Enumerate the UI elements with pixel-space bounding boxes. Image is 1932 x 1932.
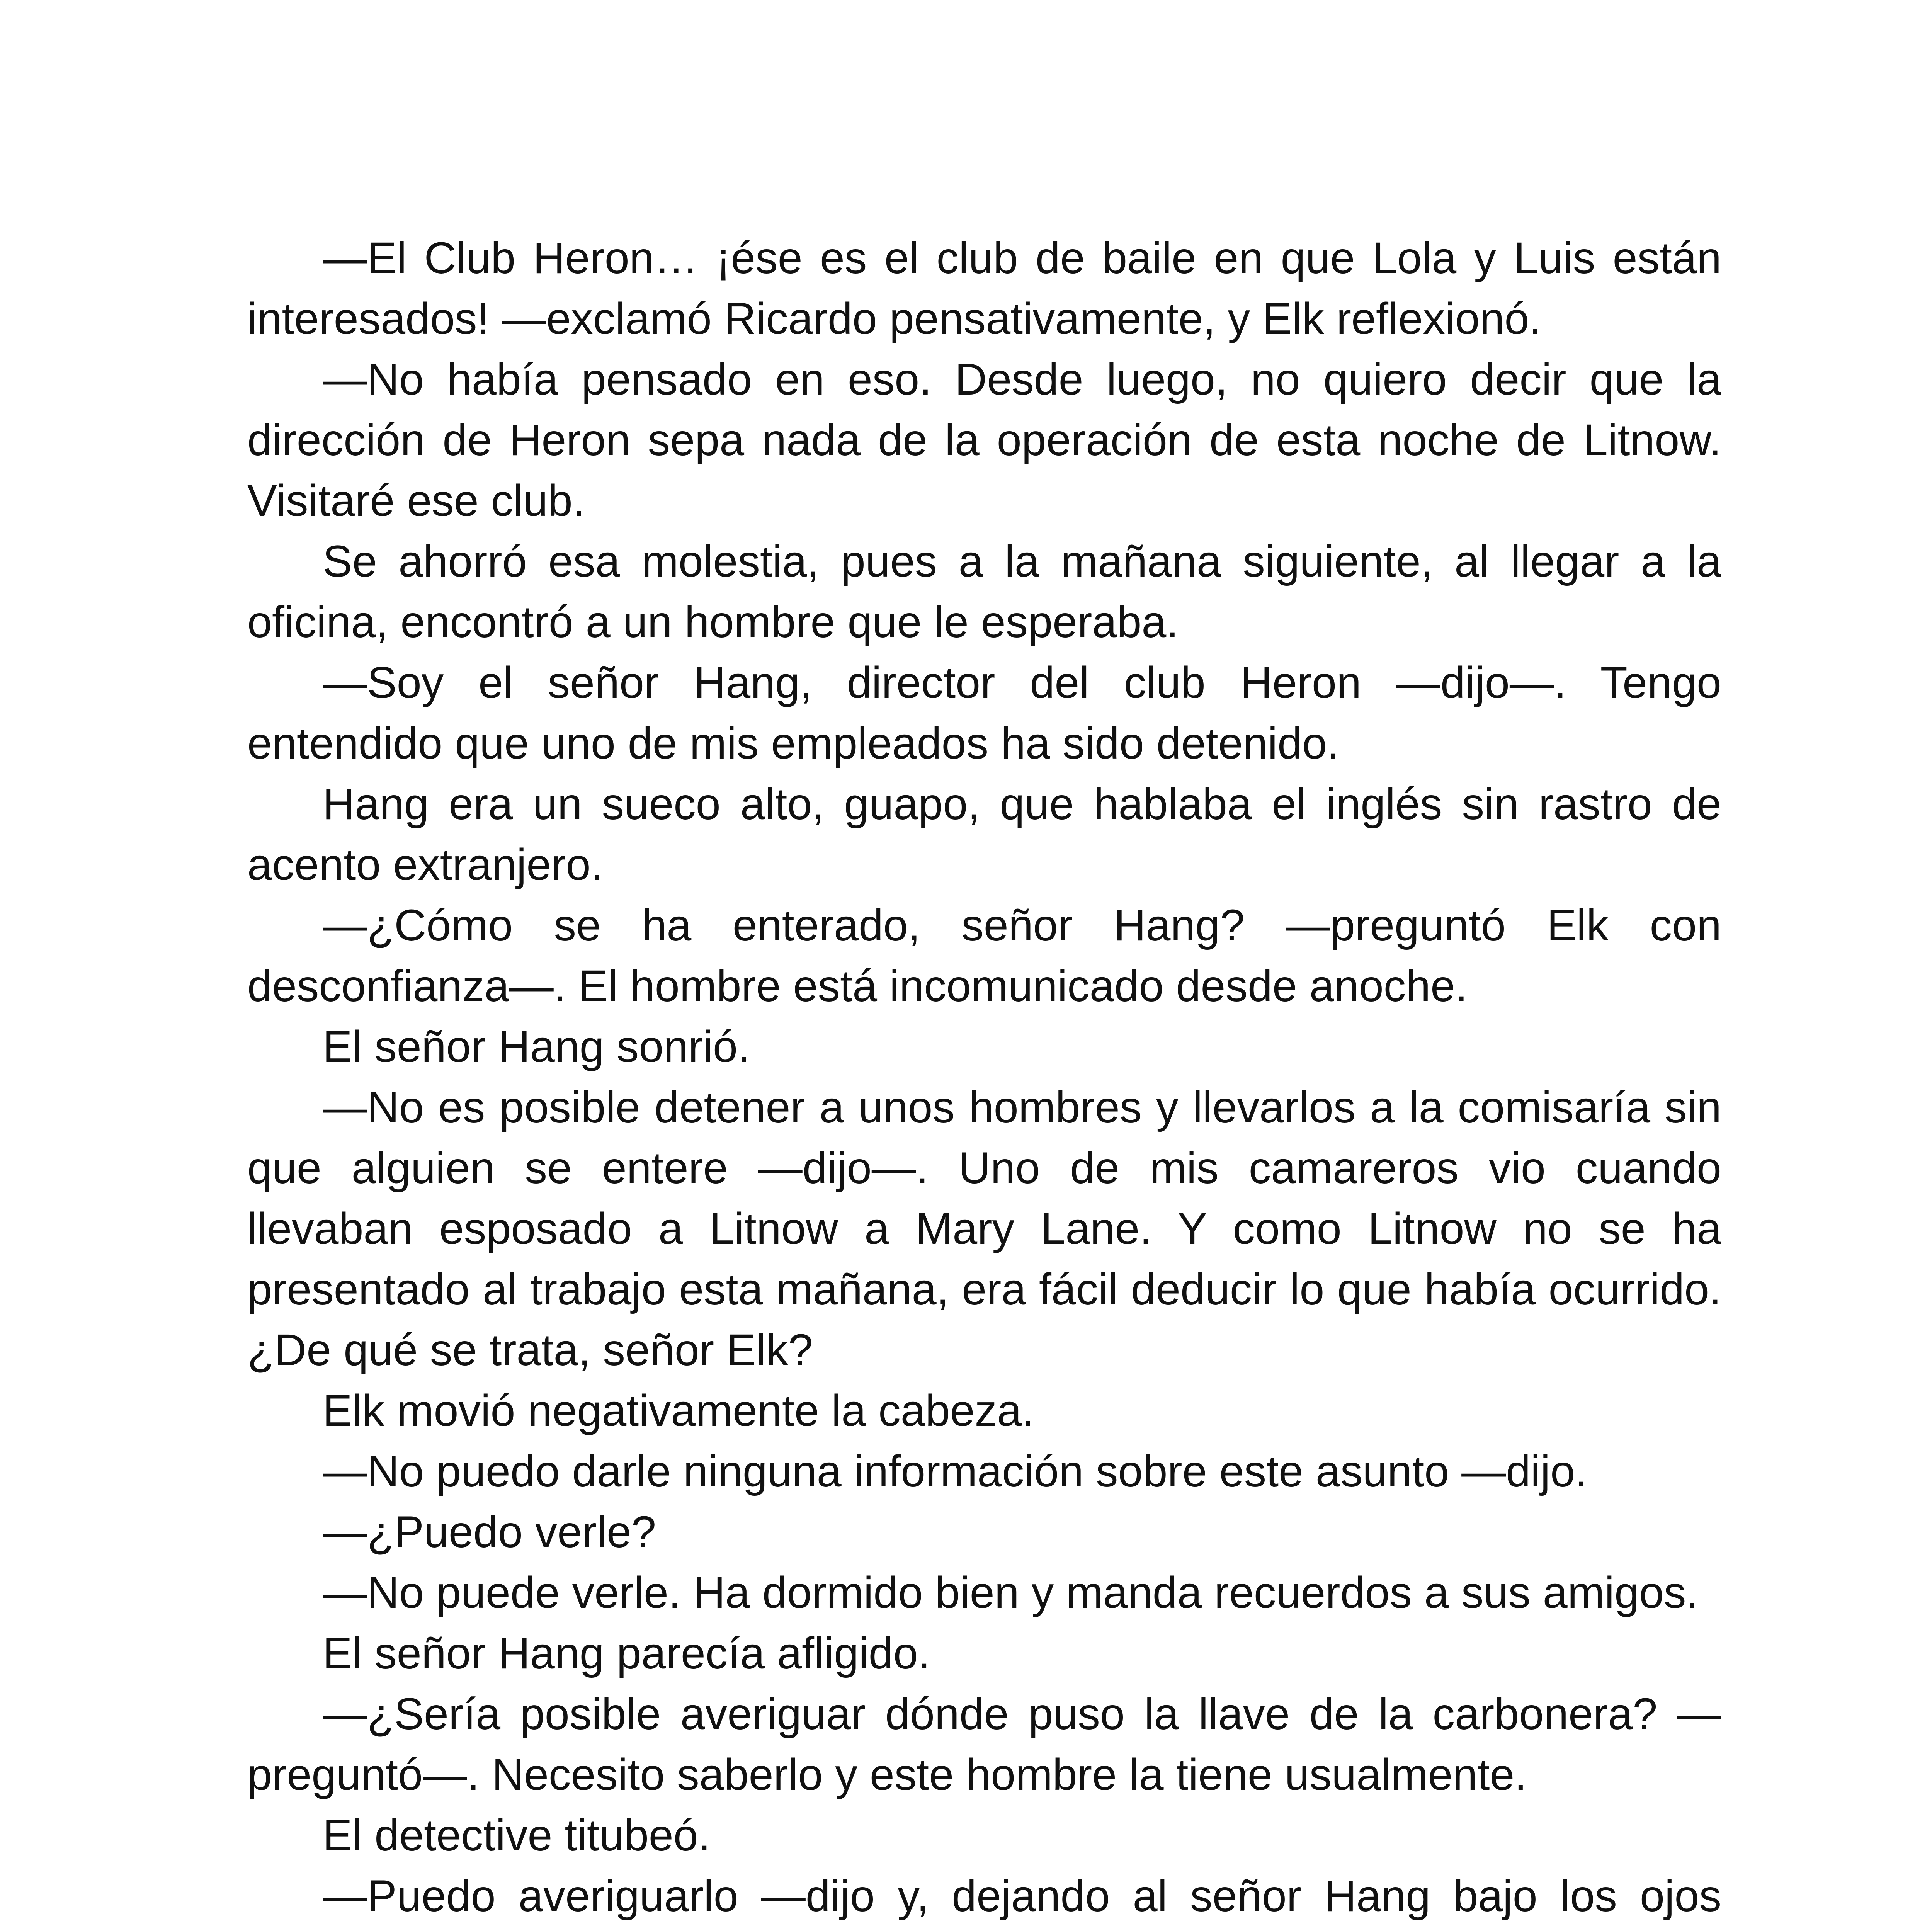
paragraph-7: El señor Hang sonrió.: [323, 1022, 750, 1071]
paragraph-13: El señor Hang parecía afligido.: [323, 1629, 930, 1678]
paragraph-10: —No puedo darle ninguna información sobre este asunto —dijo.: [323, 1447, 1588, 1496]
paragraph-5: Hang era un sueco alto, guapo, que hablaba el inglés sin rastro de acento extranjero.: [247, 779, 1721, 889]
paragraph-15: El detective titubeó.: [323, 1811, 711, 1860]
paragraph-8: —No es posible detener a unos hombres y llevarlos a la comisaría sin que alguien se entere —dijo—. Uno de mis camareros vio cuando llevaban esposado a Litnow a Mary Lane. Y como Litnow no se ha presentado al trabajo esta mañana, era fácil deducir lo que había ocurrido. ¿De qué se trata, señor Elk?: [247, 1083, 1721, 1375]
body-text: [247, 228, 1721, 1932]
paragraph-11: —¿Puedo verle?: [323, 1507, 656, 1557]
paragraph-9: Elk movió negativamente la cabeza.: [323, 1386, 1034, 1435]
paragraph-3: Se ahorró esa molestia, pues a la mañana siguiente, al llegar a la oficina, encontró a un hombre que le esperaba.: [247, 537, 1721, 647]
paragraph-14: —¿Sería posible averiguar dónde puso la llave de la carbonera? —preguntó—. Necesito saberlo y este hombre la tiene usualmente.: [247, 1689, 1721, 1799]
paragraph-1: —El Club Heron… ¡ése es el club de baile en que Lola y Luis están interesados! —exclamó Ricardo pensativamente, y Elk reflexionó.: [247, 233, 1721, 344]
paragraph-16: —Puedo averiguarlo —dijo y, dejando al señor Hang bajo los ojos: [323, 1871, 1721, 1921]
paragraph-4: —Soy el señor Hang, director del club Heron —dijo—. Tengo entendido que uno de mis empleados ha sido detenido.: [247, 658, 1721, 768]
paragraph-6: —¿Cómo se ha enterado, señor Hang? —preguntó Elk con desconfianza—. El hombre está incomunicado desde anoche.: [247, 901, 1721, 1011]
paragraph-12: —No puede verle. Ha dormido bien y manda recuerdos a sus amigos.: [323, 1568, 1699, 1617]
paragraph-2: —No había pensado en eso. Desde luego, no quiero decir que la dirección de Heron sepa nada de la operación de esta noche de Litnow. Visitaré ese club.: [247, 355, 1721, 526]
